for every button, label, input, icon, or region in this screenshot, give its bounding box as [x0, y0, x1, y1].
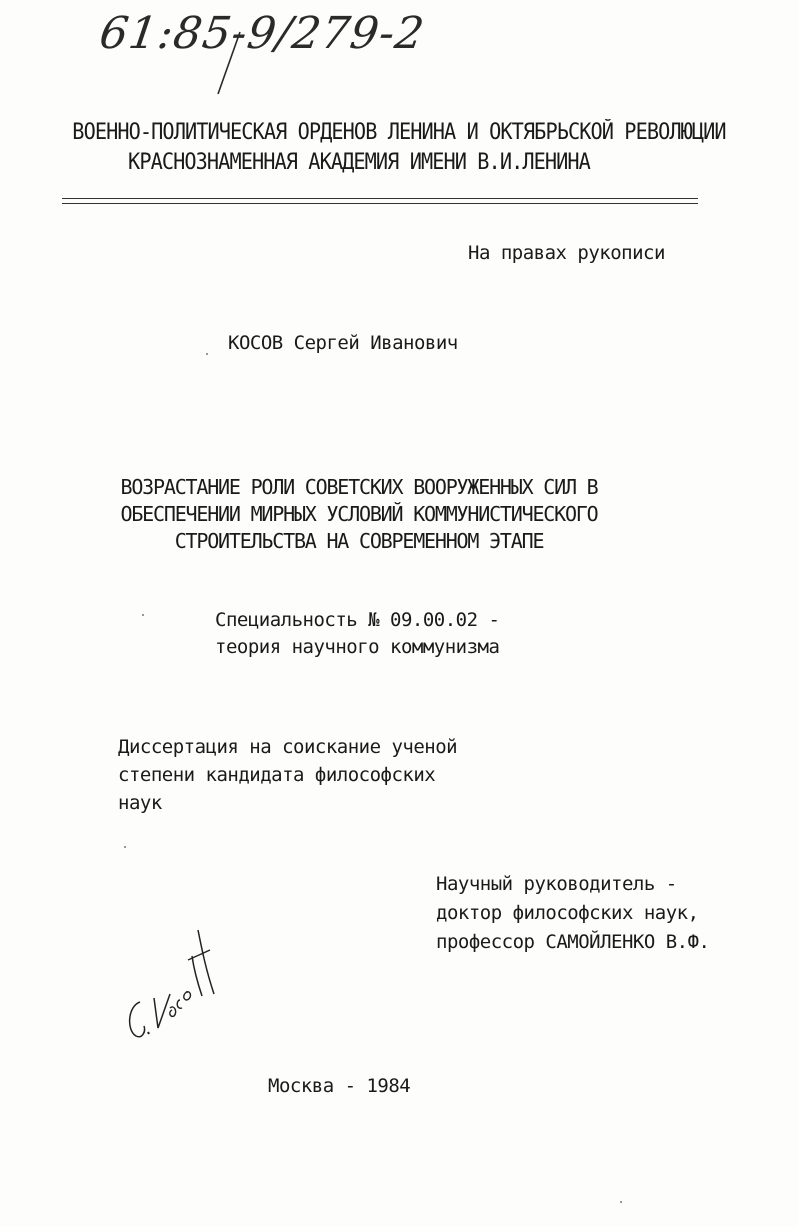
degree-line: Диссертация на соискание ученой — [118, 736, 458, 758]
handwritten-slash-mark — [200, 28, 260, 98]
supervisor-degree: доктор философских наук, — [436, 902, 699, 924]
degree-statement — [118, 733, 457, 817]
divider-line — [62, 203, 698, 204]
title-line: СТРОИТЕЛЬСТВА НА СОВРЕМЕННОМ ЭТАПЕ — [174, 529, 544, 553]
institution-name-line-2: КРАСНОЗНАМЕННАЯ АКАДЕМИЯ ИМЕНИ В.И.ЛЕНИНА — [128, 150, 590, 175]
specialty-name: теория научного коммунизма — [215, 636, 500, 658]
specialty-block — [215, 607, 499, 661]
paper-speck — [142, 614, 144, 616]
paper-speck — [620, 1201, 622, 1203]
degree-line: степени кандидата философских — [118, 764, 436, 786]
supervisor-block — [436, 870, 709, 957]
supervisor-name: профессор САМОЙЛЕНКО В.Ф. — [436, 931, 710, 953]
catalog-code: 61:85-9/279-2 — [96, 8, 428, 59]
divider-line — [62, 198, 698, 199]
degree-line: наук — [118, 792, 162, 814]
title-line: ОБЕСПЕЧЕНИИ МИРНЫХ УСЛОВИЙ КОММУНИСТИЧЕСКОГО — [120, 502, 598, 526]
paper-speck — [206, 353, 208, 355]
institution-name-line-1: ВОЕННО-ПОЛИТИЧЕСКАЯ ОРДЕНОВ ЛЕНИНА И ОКТЯБРЬСКОЙ РЕВОЛЮЦИИ — [72, 120, 726, 145]
supervisor-label: Научный руководитель - — [436, 873, 677, 895]
specialty-code: Специальность № 09.00.02 - — [215, 609, 500, 631]
author-name: КОСОВ Сергей Иванович — [228, 332, 458, 354]
rights-note: На правах рукописи — [468, 242, 665, 264]
author-signature — [118, 920, 228, 1050]
city-and-year: Москва - 1984 — [268, 1075, 411, 1097]
dissertation-title — [0, 474, 718, 555]
title-line: ВОЗРАСТАНИЕ РОЛИ СОВЕТСКИХ ВООРУЖЕННЫХ СИЛ В — [120, 475, 598, 499]
paper-speck — [124, 846, 126, 848]
